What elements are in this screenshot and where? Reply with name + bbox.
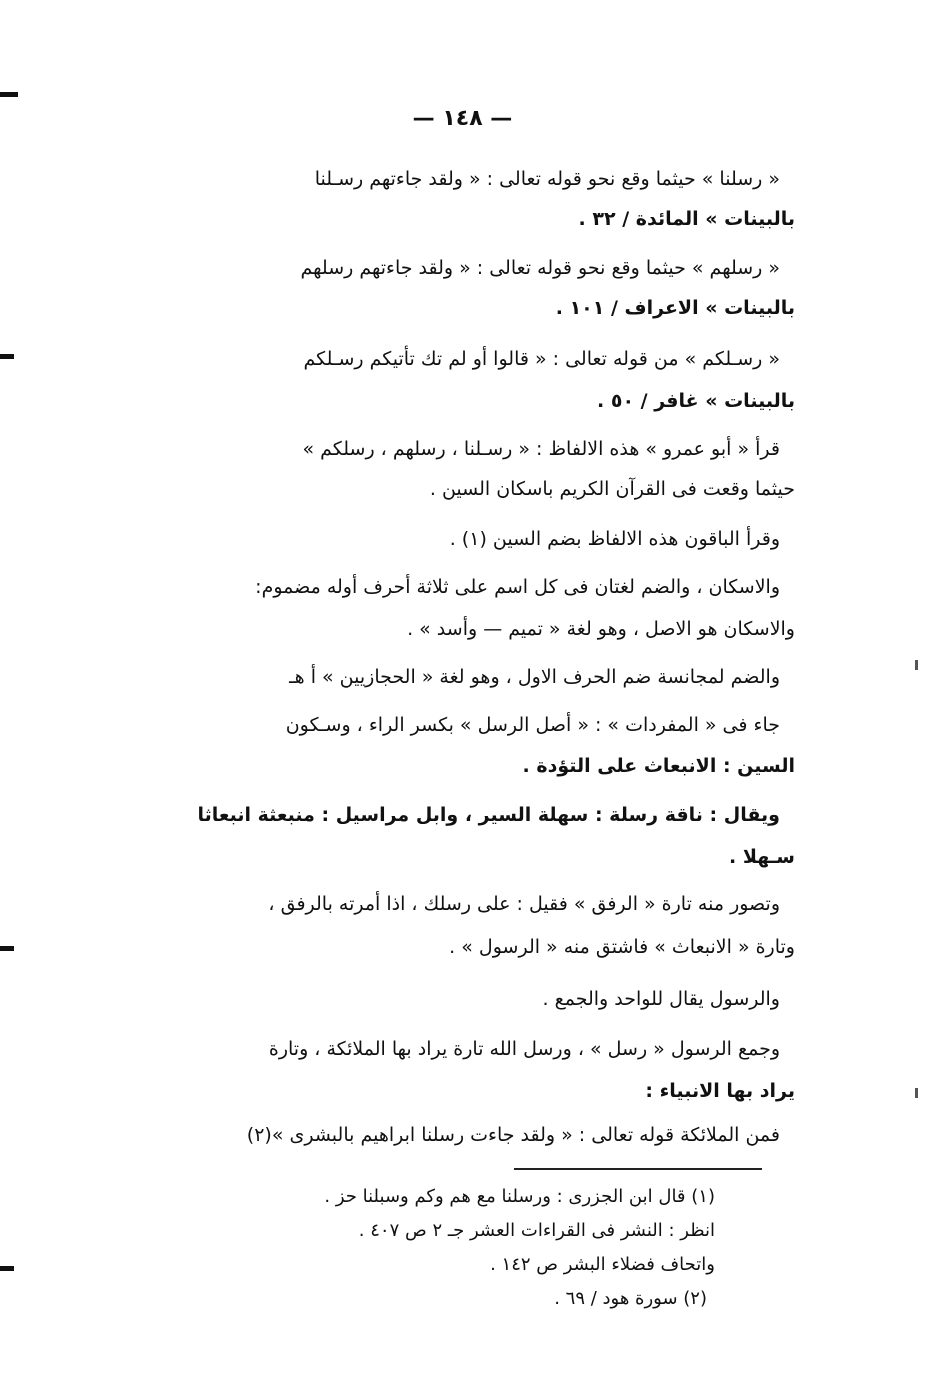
text-line: وتصور منه تارة « الرفق » فقيل : على رسلك ، اذا أمرته بالرفق ، (268, 893, 780, 915)
scan-edge-mark (915, 1088, 918, 1098)
text-line: « رسـلكم » من قوله تعالى : « قالوا أو لم تك تأتيكم رسـلكم (303, 348, 780, 370)
text-line: « رسلنا » حيثما وقع نحو قوله تعالى : « ولقد جاءتهم رسـلنا (314, 168, 780, 190)
footnote: واتحاف فضلاء البشر ص ١٤٢ . (490, 1254, 715, 1275)
text-line: السين : الانبعاث على التؤدة . (522, 755, 795, 777)
text-line: والاسكان ، والضم لغتان فى كل اسم على ثلاثة أحرف أوله مضموم: (255, 576, 780, 598)
text-line: بالبينات » المائدة / ٣٢ . (578, 208, 795, 230)
scan-edge-mark (0, 92, 18, 97)
text-line: والاسكان هو الاصل ، وهو لغة « تميم — وأسد » . (407, 618, 795, 640)
text-line: والرسول يقال للواحد والجمع . (542, 988, 780, 1010)
footnote: (٢) سورة هود / ٦٩ . (554, 1288, 707, 1309)
text-line: يراد بها الانبياء : (645, 1080, 795, 1102)
text-line: بالبينات » غافر / ٥٠ . (597, 390, 795, 412)
scan-edge-mark (0, 946, 14, 951)
text-line: وجمع الرسول « رسل » ، ورسل الله تارة يراد بها الملائكة ، وتارة (268, 1038, 780, 1060)
page-number: — ١٤٨ — (412, 106, 513, 131)
text-line: وتارة « الانبعاث » فاشتق منه « الرسول » . (449, 936, 795, 958)
text-line: حيثما وقعت فى القرآن الكريم باسكان السين . (429, 478, 795, 500)
text-line: سـهلا . (729, 846, 795, 868)
scan-edge-mark (915, 660, 918, 670)
scan-edge-mark (0, 354, 14, 359)
text-line: والضم لمجانسة ضم الحرف الاول ، وهو لغة « الحجازيين » أ هـ (289, 666, 780, 688)
text-line: بالبينات » الاعراف / ١٠١ . (555, 297, 795, 319)
footnote-separator (514, 1168, 762, 1170)
text-line: جاء فى « المفردات » : « أصل الرسل » بكسر الراء ، وسـكون (285, 714, 780, 736)
text-line: « رسلهم » حيثما وقع نحو قوله تعالى : « ولقد جاءتهم رسلهم (300, 257, 780, 279)
scan-edge-mark (0, 1266, 14, 1271)
text-line: ويقال : ناقة رسلة : سهلة السير ، وابل مراسيل : منبعثة انبعاثا (197, 804, 780, 826)
text-line: وقرأ الباقون هذه الالفاظ بضم السين (١) . (449, 528, 780, 550)
text-line: قرأ « أبو عمرو » هذه الالفاظ : « رسـلنا ، رسلهم ، رسلكم » (302, 438, 780, 460)
text-line: فمن الملائكة قوله تعالى : « ولقد جاءت رسلنا ابراهيم بالبشرى »(٢) (246, 1124, 780, 1146)
footnote: (١) قال ابن الجزرى : ورسلنا مع هم وكم وسبلنا حز . (324, 1186, 715, 1207)
footnote: انظر : النشر فى القراءات العشر جـ ٢ ص ٤٠٧ . (358, 1220, 715, 1241)
